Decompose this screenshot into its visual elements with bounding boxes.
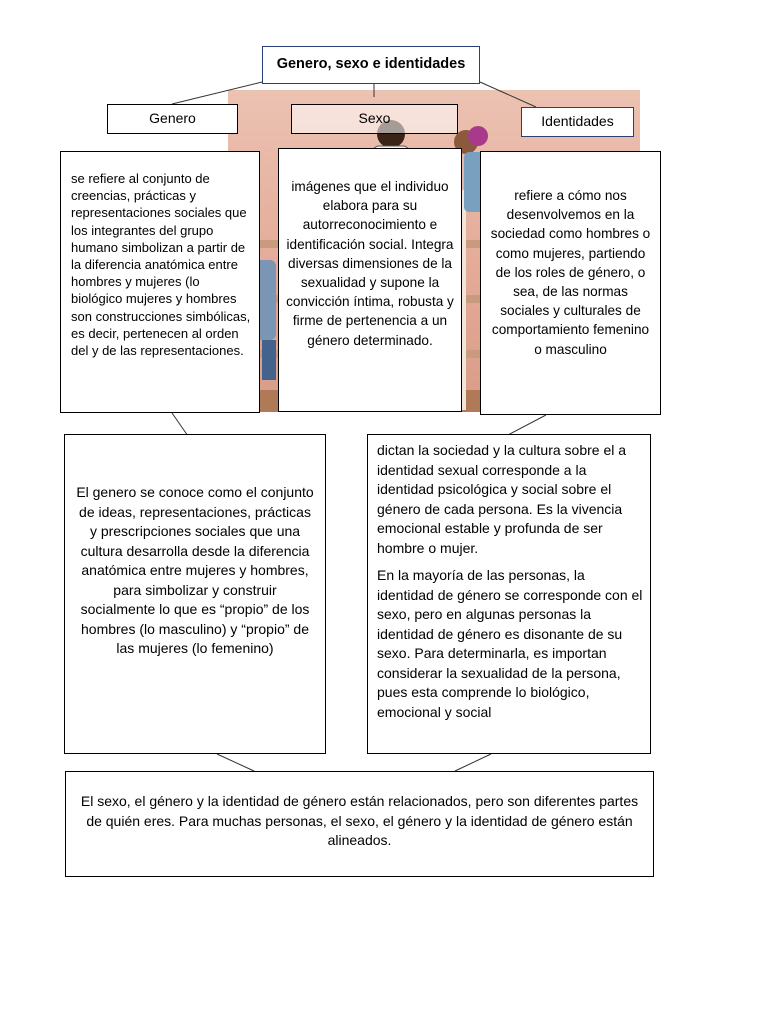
label-identidades: Identidades [521, 107, 634, 137]
description-identidad [367, 434, 651, 754]
label-genero: Genero [107, 104, 238, 134]
definition-genero: se refiere al conjunto de creencias, prácticas y representaciones sociales que los integrantes del grupo humano simbolizan a partir de la diferencia anatómica entre hombres y mujeres (lo biológico mujeres y hombres son construcciones simbólicas, es decir, pertenecen al orden del y de las representaciones. [60, 151, 260, 413]
definition-identidades: refiere a cómo nos desenvolvemos en la sociedad como hombres o como mujeres, partiendo de los roles de género, o sea, de las normas sociales y culturales de comportamiento femenino o masculino [480, 151, 661, 415]
diagram-title: Genero, sexo e identidades [262, 46, 480, 84]
summary-box: El sexo, el género y la identidad de género están relacionados, pero son diferentes partes de quién eres. Para muchas personas, el sexo, el género y la identidad de género están alineados. [65, 771, 654, 877]
identidad-paragraph-1: dictan la sociedad y la cultura sobre el a identidad sexual corresponde a la identidad psicológica y social sobre el género de cada persona. Es la vivencia emocional estable y profunda de ser hombre o mujer. [377, 442, 627, 556]
label-sexo: Sexo [291, 104, 458, 134]
definition-sexo: imágenes que el individuo elabora para su autorreconocimiento e identificación social. Integra diversas dimensiones de la sexualidad y supone la convicción íntima, robusta y firme de pertenencia a un género determinado. [278, 148, 462, 412]
description-genero: El genero se conoce como el conjunto de ideas, representaciones, prácticas y prescripciones sociales que una cultura desarrolla desde la diferencia anatómica entre mujeres y hombres, para simbolizar y construir socialmente lo que es “propio” de los hombres (lo masculino) y “propio” de las mujeres (lo femenino) [64, 434, 326, 754]
identidad-paragraph-2: En la mayoría de las personas, la identidad de género se corresponde con el sexo, pero en algunas personas la identidad de género es disonante de su sexo. Para determinarla, es importan considerar la sexualidad de la persona, pues esta comprende lo biológico, emocional y social [377, 567, 643, 720]
